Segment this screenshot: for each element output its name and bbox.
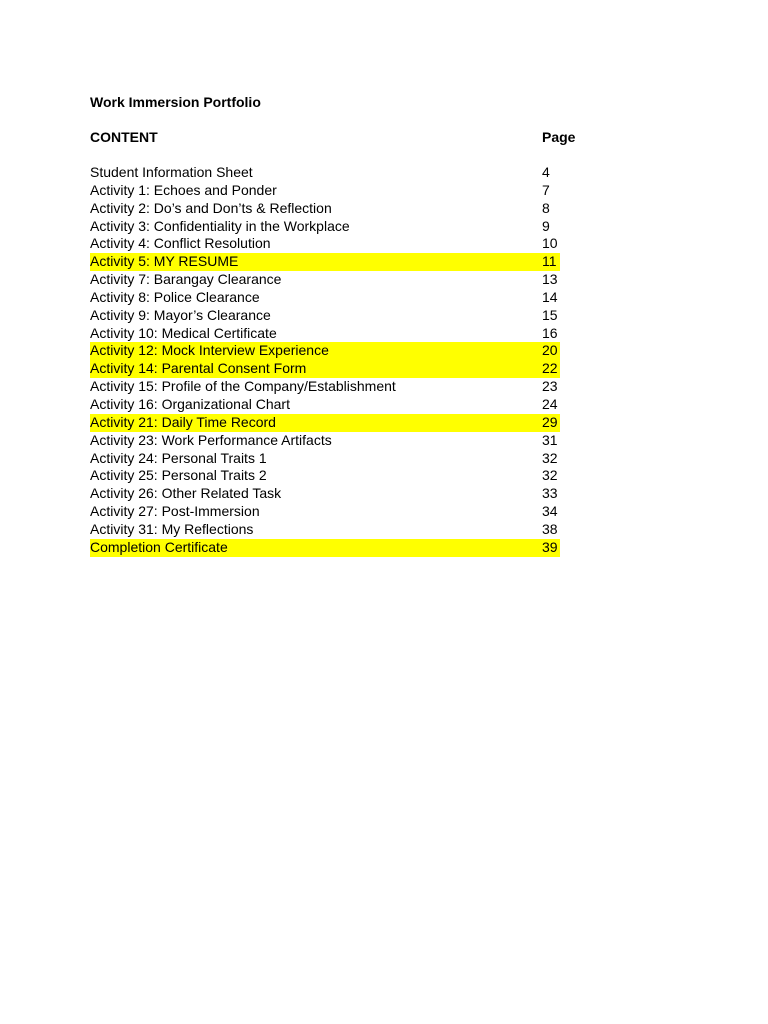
toc-entry [90, 325, 560, 343]
toc-entry-label: Activity 8: Police Clearance [90, 288, 260, 305]
toc-entry [90, 218, 560, 236]
toc-entry-label: Activity 14: Parental Consent Form [90, 360, 307, 377]
toc-entry [90, 503, 560, 521]
toc-entry-page-number: 7 [542, 181, 550, 198]
content-heading: CONTENT [90, 129, 158, 145]
toc-entry-label: Activity 9: Mayor’s Clearance [90, 306, 271, 323]
toc-entry-label: Activity 3: Confidentiality in the Workplace [90, 217, 350, 234]
table-of-contents [90, 164, 560, 557]
toc-entry-page-number: 10 [542, 235, 558, 252]
toc-entry-highlighted [90, 253, 560, 271]
toc-entry-page-number: 11 [542, 253, 557, 270]
toc-entry-label: Activity 10: Medical Certificate [90, 324, 277, 341]
toc-entry-label: Activity 5: MY RESUME [90, 253, 239, 270]
toc-entry-label: Activity 2: Do’s and Don’ts & Reflection [90, 199, 332, 216]
toc-entry [90, 450, 560, 468]
toc-entry-page-number: 34 [542, 503, 558, 520]
toc-entry-highlighted [90, 414, 560, 432]
toc-entry [90, 307, 560, 325]
toc-entry [90, 378, 560, 396]
toc-entry-label: Activity 23: Work Performance Artifacts [90, 431, 332, 448]
toc-entry [90, 467, 560, 485]
page-column-heading: Page [542, 129, 576, 145]
toc-entry [90, 396, 560, 414]
toc-entry-page-number: 33 [542, 485, 558, 502]
toc-entry [90, 432, 560, 450]
toc-entry [90, 485, 560, 503]
toc-entry-page-number: 15 [542, 306, 558, 323]
toc-entry-page-number: 24 [542, 395, 558, 412]
toc-entry [90, 164, 560, 182]
toc-entry [90, 235, 560, 253]
toc-entry-label: Activity 1: Echoes and Ponder [90, 181, 277, 198]
toc-entry-page-number: 20 [542, 342, 558, 359]
toc-entry-label: Activity 31: My Reflections [90, 520, 254, 537]
toc-entry-label: Activity 15: Profile of the Company/Establishment [90, 378, 396, 395]
toc-entry-highlighted [90, 360, 560, 378]
toc-entry-page-number: 9 [542, 217, 550, 234]
toc-entry [90, 521, 560, 539]
toc-entry-page-number: 13 [542, 271, 558, 288]
toc-entry-label: Activity 24: Personal Traits 1 [90, 449, 267, 466]
toc-entry-label: Activity 4: Conflict Resolution [90, 235, 271, 252]
toc-entry-label: Activity 7: Barangay Clearance [90, 271, 282, 288]
toc-entry-label: Activity 16: Organizational Chart [90, 395, 290, 412]
toc-entry-highlighted [90, 342, 560, 360]
toc-entry [90, 182, 560, 200]
toc-entry-page-number: 4 [542, 164, 550, 180]
toc-entry-label: Student Information Sheet [90, 164, 253, 180]
toc-entry-page-number: 16 [542, 324, 558, 341]
toc-entry-label: Completion Certificate [90, 538, 228, 555]
toc-entry [90, 289, 560, 307]
toc-entry-page-number: 32 [542, 467, 558, 484]
toc-entry-page-number: 23 [542, 378, 558, 395]
toc-entry-page-number: 22 [542, 360, 558, 377]
toc-entry-label: Activity 21: Daily Time Record [90, 413, 276, 430]
toc-entry-page-number: 14 [542, 288, 558, 305]
toc-header [90, 128, 576, 146]
toc-entry-page-number: 32 [542, 449, 558, 466]
toc-entry [90, 271, 560, 289]
toc-entry-label: Activity 27: Post-Immersion [90, 503, 260, 520]
toc-entry-page-number: 31 [542, 431, 558, 448]
toc-entry-page-number: 8 [542, 199, 550, 216]
toc-entry-highlighted [90, 539, 560, 557]
toc-entry-label: Activity 12: Mock Interview Experience [90, 342, 329, 359]
toc-entry-label: Activity 26: Other Related Task [90, 485, 282, 502]
toc-entry-page-number: 38 [542, 520, 558, 537]
toc-entry-label: Activity 25: Personal Traits 2 [90, 467, 267, 484]
toc-entry-page-number: 29 [542, 413, 558, 430]
toc-entry-page-number: 39 [542, 538, 558, 555]
document-title: Work Immersion Portfolio [90, 94, 261, 110]
toc-entry [90, 200, 560, 218]
